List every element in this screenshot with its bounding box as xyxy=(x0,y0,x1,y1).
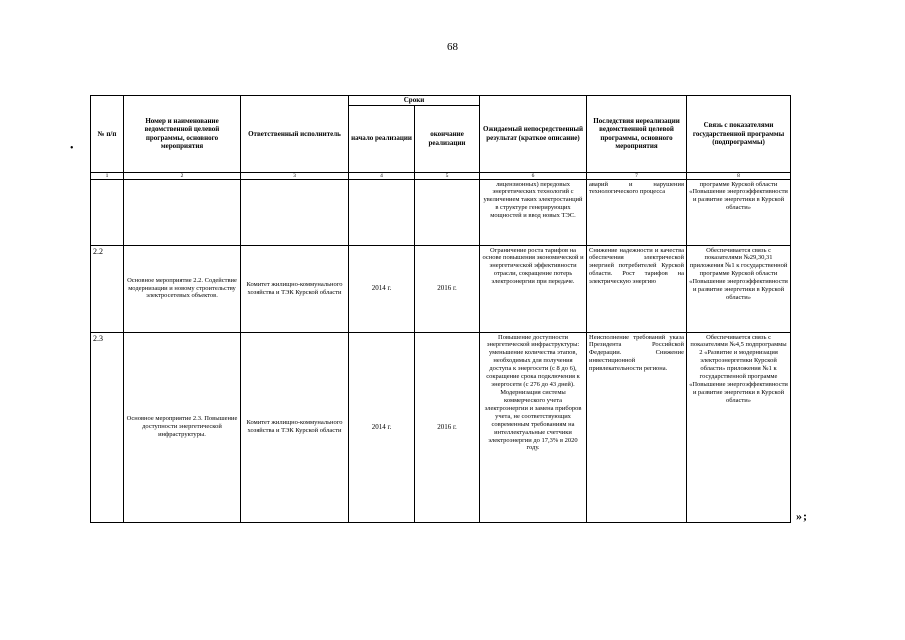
row-name xyxy=(124,179,241,245)
row-start xyxy=(349,179,415,245)
header-executor: Ответственный исполнитель xyxy=(241,96,349,173)
column-index: 8 xyxy=(687,172,791,179)
row-num: 2.3 xyxy=(91,332,124,522)
row-executor: Комитет жилищно-коммунального хозяйства и ТЭК Курской области xyxy=(241,332,349,522)
row-result: Ограничение роста тарифов на основе повышения экономической и энергетической эффективности отрасли, сокращение потерь электроэнергии при передаче. xyxy=(480,245,587,332)
row-executor xyxy=(241,179,349,245)
row-end xyxy=(415,179,480,245)
row-result: Повышение доступности энергетической инфраструктуры: уменьшение количества этапов, необходимых для получения доступа к энергосети (с 8 до 6), сокращение срока подключения к энергосети (с 276 до 43 дней). Модернизация системы коммерческого учета электроэнергии и замена приборов учета, не соответствующих современным требованиям на интеллектуальные счетчики электроэнергии до 17,3% в 2020 году. xyxy=(480,332,587,522)
stray-mark: • xyxy=(70,143,74,154)
header-start: начало реализации xyxy=(349,105,415,172)
column-index: 5 xyxy=(415,172,480,179)
row-end: 2016 г. xyxy=(415,332,480,522)
column-index: 2 xyxy=(124,172,241,179)
header-link: Связь с показателями государственной программы (подпрограммы) xyxy=(687,96,791,173)
row-consequences: Снижение надежности и качества обеспечения электрической энергией потребителей Курской области. Рост тарифов на электрическую энергию xyxy=(587,245,687,332)
row-executor: Комитет жилищно-коммунального хозяйства и ТЭК Курской области xyxy=(241,245,349,332)
header-name: Номер и наименование ведомственной целевой программы, основного мероприятия xyxy=(124,96,241,173)
header-result: Ожидаемый непосредственный результат (краткое описание) xyxy=(480,96,587,173)
row-start: 2014 г. xyxy=(349,332,415,522)
row-link: Обеспечивается связь с показателями №4,5 подпрограммы 2 «Развитие и модернизация электроэнергетики Курской области» приложения №1 к государственной программе «Повышение энергоэффективности и развитие энергетики в Курской области» xyxy=(687,332,791,522)
row-start: 2014 г. xyxy=(349,245,415,332)
row-consequences: Неисполнение требований указа Президента Российской Федерации. Снижение инвестиционной привлекательности региона. xyxy=(587,332,687,522)
column-index: 1 xyxy=(91,172,124,179)
row-name: Основное мероприятие 2.2. Содействие модернизации и новому строительству электросетевых объектов. xyxy=(124,245,241,332)
column-index: 7 xyxy=(587,172,687,179)
header-num: № п/п xyxy=(91,96,124,173)
row-end: 2016 г. xyxy=(415,245,480,332)
row-num xyxy=(91,179,124,245)
header-row xyxy=(91,96,791,106)
row-num: 2.2 xyxy=(91,245,124,332)
program-table xyxy=(90,95,791,523)
table-row xyxy=(91,245,791,332)
row-result: лицензионных) передовых энергетических технологий с увеличением таких электростанций в структуре генерирующих мощностей и ввод новых ТЭС. xyxy=(480,179,587,245)
column-index: 6 xyxy=(480,172,587,179)
header-end: окончание реализации xyxy=(415,105,480,172)
table-row xyxy=(91,179,791,245)
column-index-row xyxy=(91,172,791,179)
row-consequences: аварий и нарушения технологического процесса xyxy=(587,179,687,245)
row-link: Обеспечивается связь с показателями №29,30,31 приложения №1 к государственной программе Курской области «Повышение энергоэффективности и развитие энергетики в Курской области» xyxy=(687,245,791,332)
row-name: Основное мероприятие 2.3. Повышение доступности энергетической инфраструктуры. xyxy=(124,332,241,522)
column-index: 3 xyxy=(241,172,349,179)
table-row xyxy=(91,332,791,522)
page-number: 68 xyxy=(447,41,458,53)
row-link: программе Курской области «Повышение энергоэффективности и развитие энергетики в Курской области» xyxy=(687,179,791,245)
header-consequences: Последствия нереализации ведомственной целевой программы, основного мероприятия xyxy=(587,96,687,173)
column-index: 4 xyxy=(349,172,415,179)
closing-quote-mark: »; xyxy=(796,509,808,523)
header-terms: Сроки xyxy=(349,96,480,106)
